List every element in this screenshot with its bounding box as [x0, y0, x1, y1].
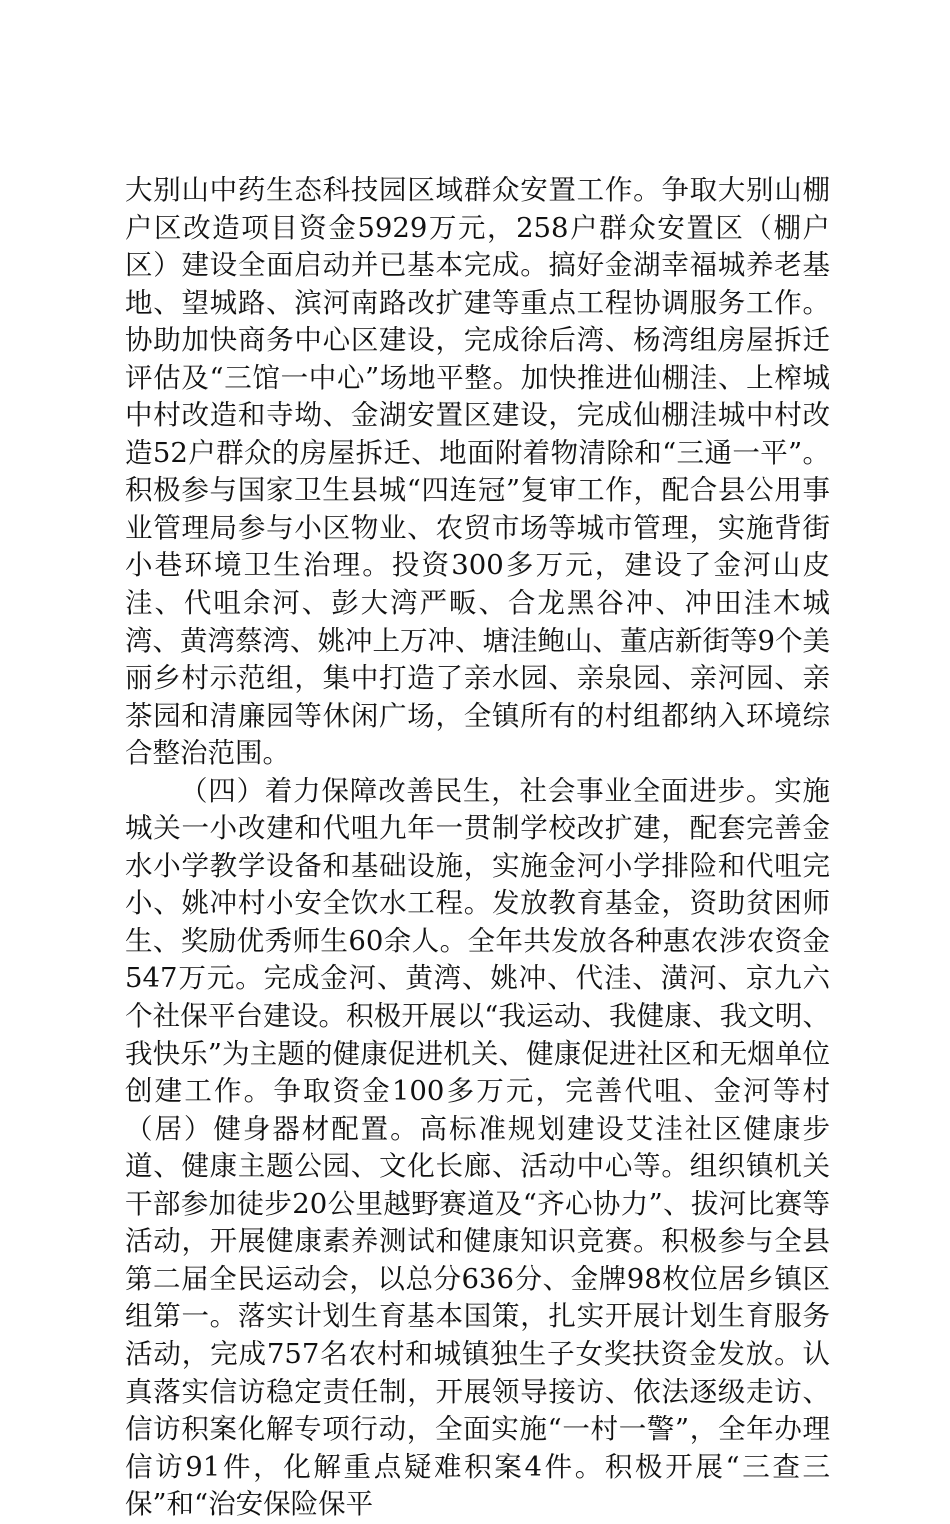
body-paragraph-1: 大别山中药生态科技园区域群众安置工作。争取大别山棚户区改造项目资金5929万元，258户群众安置区（棚户区）建设全面启动并已基本完成。搞好金湖幸福城养老基地、望城路、滨河南路改扩建等重点工程协调服务工作。协助加快商务中心区建设，完成徐后湾、杨湾组房屋拆迁评估及“三馆一中心”场地平整。加快推进仙棚洼、上榨城中村改造和寺坳、金湖安置区建设，完成仙棚洼城中村改造52户群众的房屋拆迁、地面附着物清除和“三通一平”。积极参与国家卫生县城“四连冠”复审工作，配合县公用事业管理局参与小区物业、农贸市场等城市管理，实施背街小巷环境卫生治理。投资300多万元，建设了金河山皮洼、代咀余河、彭大湾严畈、合龙黑谷冲、冲田洼木城湾、黄湾蔡湾、姚冲上万冲、塘洼鲍山、董店新街等9个美丽乡村示范组，集中打造了亲水园、亲泉园、亲河园、亲茶园和清廉园等休闲广场，全镇所有的村组都纳入环境综合整治范围。: [125, 174, 830, 770]
body-paragraph-2: （四）着力保障改善民生，社会事业全面进步。实施城关一小改建和代咀九年一贯制学校改扩建，配套完善金水小学教学设备和基础设施，实施金河小学排险和代咀完小、姚冲村小安全饮水工程。发放教育基金，资助贫困师生、奖励优秀师生60余人。全年共发放各种惠农涉农资金547万元。完成金河、黄湾、姚冲、代洼、潢河、京九六个社保平台建设。积极开展以“我运动、我健康、我文明、我快乐”为主题的健康促进机关、健康促进社区和无烟单位创建工作。争取资金100多万元，完善代咀、金河等村（居）健身器材配置。高标准规划建设艾洼社区健康步道、健康主题公园、文化长廊、活动中心等。组织镇机关干部参加徒步20公里越野赛道及“齐心协力”、拔河比赛等活动，开展健康素养测试和健康知识竞赛。积极参与全县第二届全民运动会，以总分636分、金牌98枚位居乡镇区组第一。落实计划生育基本国策，扎实开展计划生育服务活动，完成757名农村和城镇独生子女奖扶资金发放。认真落实信访稳定责任制，开展领导接访、依法逐级走访、信访积案化解专项行动，全面实施“一村一警”，全年办理信访91件，化解重点疑难积案4件。积极开展“三查三保”和“治安保险保平: [125, 774, 830, 1521]
document-page: [125, 172, 830, 1524]
